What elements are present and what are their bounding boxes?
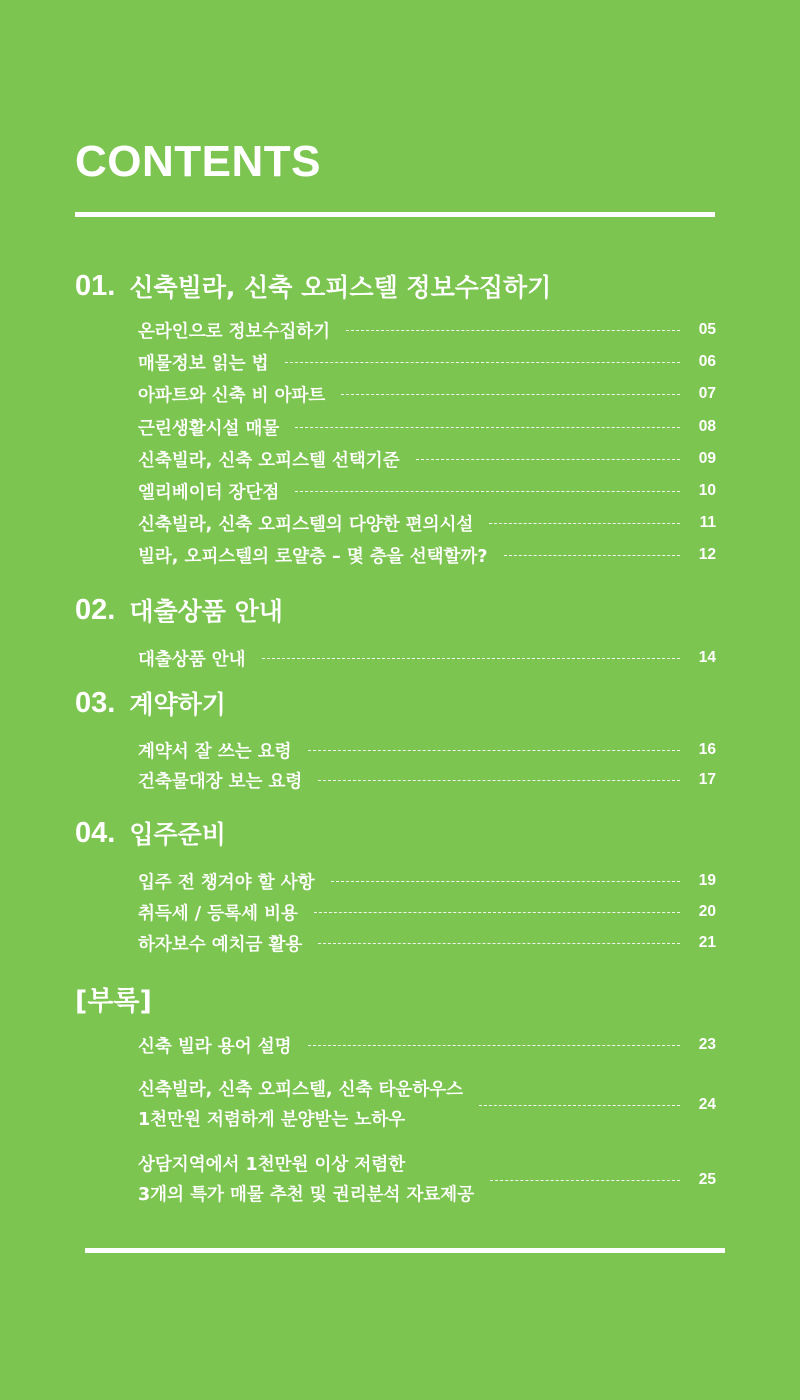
section-number: 02.	[75, 593, 116, 626]
dot-leader	[318, 780, 680, 781]
dot-leader	[489, 523, 680, 524]
dot-leader	[295, 427, 680, 428]
toc-page-number: 25	[698, 1171, 716, 1188]
toc-entry-line: 신축빌라, 신축 오피스텔, 신축 타운하우스	[138, 1080, 464, 1100]
toc-entry-label: 입주 전 챙겨야 할 사항	[138, 872, 315, 893]
toc-entry[interactable]	[138, 347, 716, 377]
section-number: 04.	[75, 816, 116, 849]
toc-entry-label: 취득세 / 등록세 비용	[138, 903, 298, 924]
toc-entry[interactable]	[138, 1030, 716, 1060]
toc-entry-label: 근린생활시설 매물	[138, 418, 280, 439]
toc-page-number: 16	[698, 741, 716, 758]
toc-entry[interactable]	[138, 1150, 716, 1210]
toc-entry-line: 3개의 특가 매물 추천 및 권리분석 자료제공	[138, 1185, 475, 1205]
toc-page-number: 17	[698, 771, 716, 788]
toc-entry[interactable]	[138, 379, 716, 409]
toc-entry-label	[138, 1075, 463, 1135]
toc-page-number: 20	[698, 903, 716, 920]
toc-page-number: 12	[698, 546, 716, 563]
toc-page-number: 24	[698, 1096, 716, 1113]
section-title: 신축빌라, 신축 오피스텔 정보수집하기	[129, 273, 552, 302]
toc-entry-label: 신축빌라, 신축 오피스텔 선택기준	[138, 450, 400, 471]
toc-entry[interactable]	[138, 643, 716, 673]
toc-entry[interactable]	[138, 765, 716, 795]
toc-entry[interactable]	[138, 735, 716, 765]
dot-leader	[308, 750, 680, 751]
toc-page-number: 10	[698, 482, 716, 499]
dot-leader	[318, 943, 680, 944]
toc-page-number: 06	[698, 353, 716, 370]
appendix-heading[interactable]	[75, 980, 152, 1016]
toc-entry-label: 대출상품 안내	[138, 649, 246, 670]
section-title: 대출상품 안내	[129, 597, 283, 626]
toc-entry-label: 아파트와 신축 비 아파트	[138, 385, 326, 406]
dot-leader	[416, 459, 680, 460]
section-01-heading[interactable]	[75, 268, 551, 304]
dot-leader	[331, 881, 680, 882]
toc-entry-label: 신축 빌라 용어 설명	[138, 1036, 292, 1057]
dot-leader	[314, 912, 680, 913]
section-title: 계약하기	[129, 690, 226, 719]
toc-entry[interactable]	[138, 315, 716, 345]
toc-entry-label	[138, 1150, 474, 1210]
toc-entry-label: 매물정보 읽는 법	[138, 353, 269, 374]
toc-page-number: 11	[699, 514, 716, 531]
section-04-heading[interactable]	[75, 815, 226, 851]
toc-entry-label: 신축빌라, 신축 오피스텔의 다양한 편의시설	[138, 514, 474, 535]
toc-page-number: 08	[698, 418, 716, 435]
dot-leader	[504, 555, 681, 556]
toc-page-number: 07	[698, 385, 716, 402]
section-03-heading[interactable]	[75, 685, 226, 721]
toc-entry[interactable]	[138, 412, 716, 442]
toc-page-number: 14	[698, 649, 716, 666]
toc-entry[interactable]	[138, 866, 716, 896]
section-number: 03.	[75, 686, 116, 719]
dot-leader	[308, 1045, 680, 1046]
toc-entry-line: 상담지역에서 1천만원 이상 저렴한	[138, 1155, 406, 1175]
toc-entry-label: 빌라, 오피스텔의 로얄층 – 몇 층을 선택할까?	[138, 546, 488, 567]
toc-entry[interactable]	[138, 476, 716, 506]
toc-page-number: 19	[698, 872, 716, 889]
toc-entry[interactable]	[138, 508, 716, 538]
toc-page-number: 05	[698, 321, 716, 338]
toc-entry[interactable]	[138, 928, 716, 958]
toc-entry-label: 엘리베이터 장단점	[138, 482, 280, 503]
toc-page-number: 09	[698, 450, 716, 467]
toc-entry-label: 하자보수 예치금 활용	[138, 934, 303, 955]
toc-entry-line: 1천만원 저렴하게 분양받는 노하우	[138, 1110, 406, 1130]
dot-leader	[285, 362, 680, 363]
dot-leader	[341, 394, 680, 395]
dot-leader	[346, 330, 680, 331]
appendix-title: [부록]	[75, 985, 152, 1017]
section-02-heading[interactable]	[75, 592, 283, 628]
toc-entry-label: 온라인으로 정보수집하기	[138, 321, 331, 342]
bottom-divider	[85, 1248, 725, 1253]
dot-leader	[262, 658, 680, 659]
toc-entry-label: 계약서 잘 쓰는 요령	[138, 741, 292, 762]
toc-entry[interactable]	[138, 540, 716, 570]
section-number: 01.	[75, 269, 116, 302]
dot-leader	[295, 491, 680, 492]
dot-leader	[490, 1180, 680, 1181]
toc-entry-label: 건축물대장 보는 요령	[138, 771, 303, 792]
top-divider	[75, 212, 715, 217]
toc-entry[interactable]	[138, 1075, 716, 1135]
toc-entry[interactable]	[138, 897, 716, 927]
section-title: 입주준비	[129, 820, 226, 849]
toc-page-number: 23	[698, 1036, 716, 1053]
page-title: CONTENTS	[75, 137, 321, 186]
toc-page-number: 21	[698, 934, 716, 951]
toc-entry[interactable]	[138, 444, 716, 474]
dot-leader	[479, 1105, 680, 1106]
